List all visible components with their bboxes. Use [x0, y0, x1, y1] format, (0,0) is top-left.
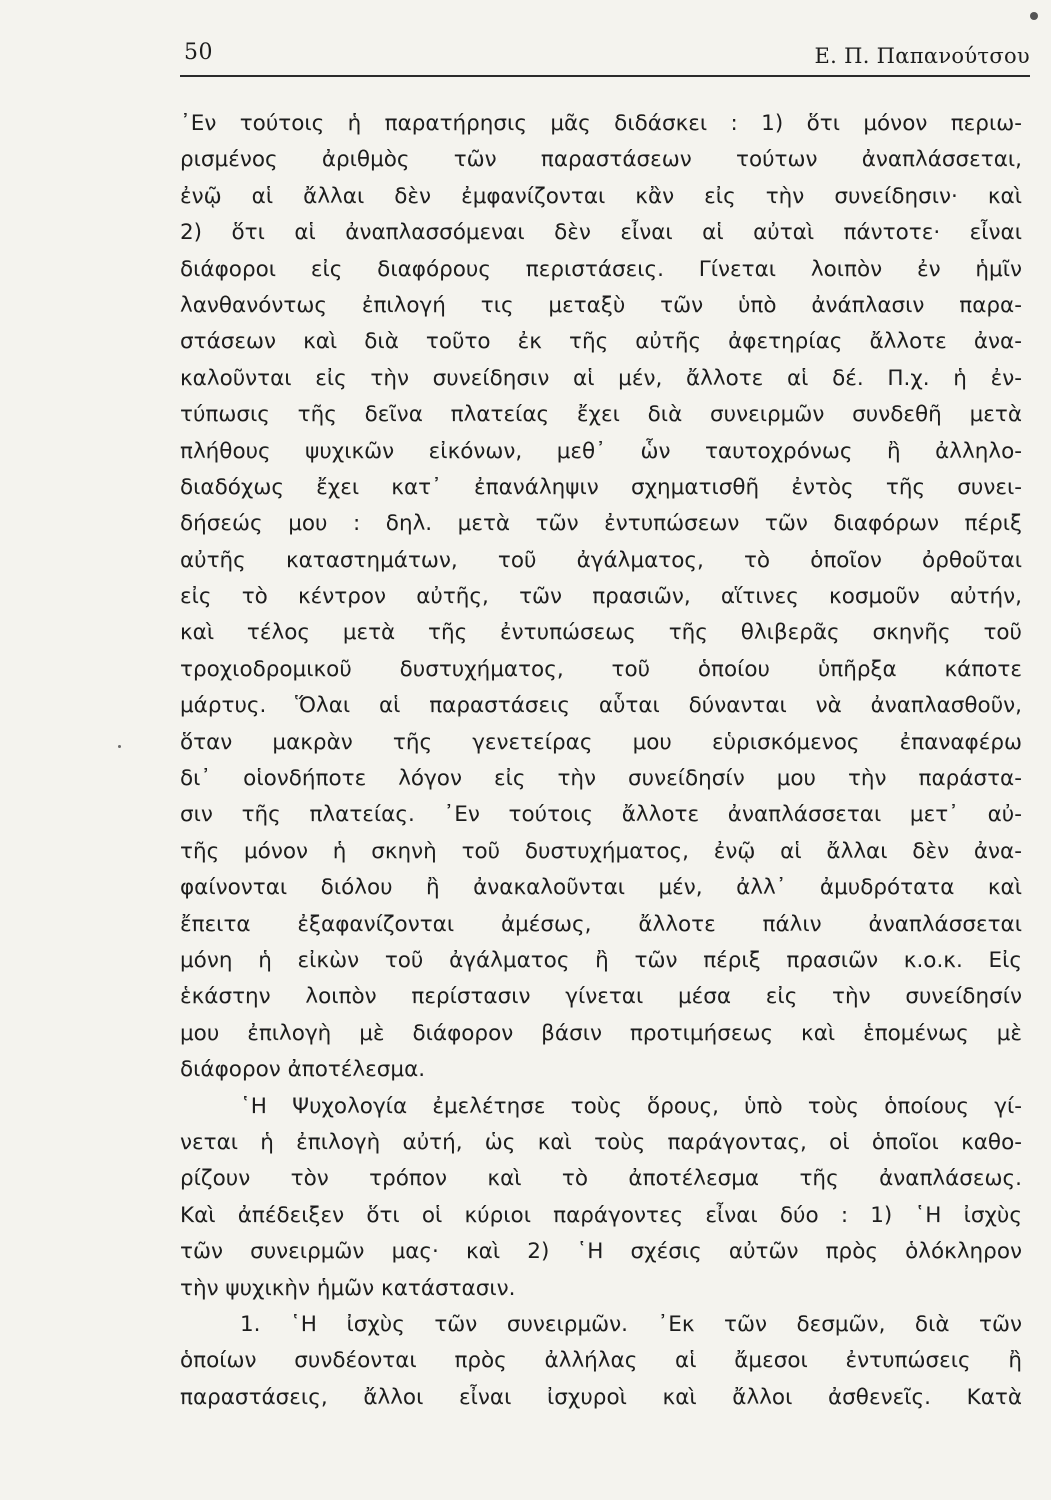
page-header	[180, 40, 1030, 80]
text-line: τῆς μόνον ἡ σκηνὴ τοῦ δυστυχήματος, ἐνῷ αἱ ἄλλαι δὲν ἀνα-	[180, 838, 1022, 864]
text-line: καλοῦνται εἰς τὴν συνείδησιν αἱ μέν, ἄλλοτε αἱ δέ. Π.χ. ἡ ἐν-	[180, 365, 1022, 391]
text-line: ρίζουν τὸν τρόπον καὶ τὸ ἀποτέλεσμα τῆς ἀναπλάσεως.	[180, 1166, 1022, 1192]
text-line: τροχιοδρομικοῦ δυστυχήματος, τοῦ ὁποίου ὑπῆρξα κάποτε	[180, 656, 1022, 682]
page-number: 50	[184, 40, 213, 65]
text-line: μου ἐπιλογὴ μὲ διάφορον βάσιν προτιμήσεως καὶ ἑπομένως μὲ	[180, 1020, 1022, 1046]
text-line: ἑκάστην λοιπὸν περίστασιν γίνεται μέσα εἰς τὴν συνείδησίν	[180, 984, 1022, 1010]
text-line: πλήθους ψυχικῶν εἰκόνων, μεθ᾿ ὧν ταυτοχρόνως ἢ ἀλληλο-	[180, 438, 1022, 464]
scan-speck	[1030, 12, 1038, 20]
body-text	[180, 106, 1022, 1416]
text-line: διάφορον ἀποτέλεσμα.	[180, 1057, 426, 1083]
text-line: ὁποίων συνδέονται πρὸς ἀλλήλας αἱ ἄμεσοι ἐντυπώσεις ἢ	[180, 1348, 1022, 1374]
text-line: ρισμένος ἀριθμὸς τῶν παραστάσεων τούτων ἀναπλάσσεται,	[180, 147, 1022, 173]
running-head-author: Ε. Π. Παπανούτσου	[814, 44, 1030, 68]
text-line: τῶν συνειρμῶν μας· καὶ 2) ῾Η σχέσις αὐτῶν πρὸς ὁλόκληρον	[180, 1239, 1022, 1265]
text-line: σιν τῆς πλατείας. ᾿Εν τούτοις ἄλλοτε ἀναπλάσσεται μετ᾿ αὐ-	[180, 802, 1022, 828]
text-line: δήσεώς μου : δηλ. μετὰ τῶν ἐντυπώσεων τῶν διαφόρων πέριξ	[180, 511, 1022, 537]
text-line: στάσεων καὶ διὰ τοῦτο ἐκ τῆς αὐτῆς ἀφετηρίας ἄλλοτε ἀνα-	[180, 329, 1022, 355]
text-line: ἔπειτα ἐξαφανίζονται ἀμέσως, ἄλλοτε πάλιν ἀναπλάσσεται	[180, 911, 1022, 937]
text-line: λανθανόντως ἐπιλογή τις μεταξὺ τῶν ὑπὸ ἀνάπλασιν παρα-	[180, 292, 1022, 318]
text-line: διαδόχως ἔχει κατ᾿ ἐπανάληψιν σχηματισθῆ ἐντὸς τῆς συνει-	[180, 474, 1022, 500]
text-line: μόνη ἡ εἰκὼν τοῦ ἀγάλματος ἢ τῶν πέριξ πρασιῶν κ.ο.κ. Εἰς	[180, 947, 1022, 973]
text-line: τύπωσις τῆς δεῖνα πλατείας ἔχει διὰ συνειρμῶν συνδεθῆ μετὰ	[180, 402, 1022, 428]
text-line: εἰς τὸ κέντρον αὐτῆς, τῶν πρασιῶν, αἵτινες κοσμοῦν αὐτήν,	[180, 584, 1022, 610]
text-line: δι᾿ οἱονδήποτε λόγον εἰς τὴν συνείδησίν μου τὴν παράστα-	[180, 766, 1022, 792]
text-line: ὅταν μακρὰν τῆς γενετείρας μου εὑρισκόμενος ἐπαναφέρω	[180, 729, 1022, 755]
text-line: διάφοροι εἰς διαφόρους περιστάσεις. Γίνεται λοιπὸν ἐν ἡμῖν	[180, 256, 1022, 282]
text-line: τὴν ψυχικὴν ἡμῶν κατάστασιν.	[180, 1275, 516, 1301]
text-line: νεται ἡ ἐπιλογὴ αὐτή, ὡς καὶ τοὺς παράγοντας, οἱ ὁποῖοι καθο-	[180, 1129, 1022, 1155]
header-rule	[180, 75, 1030, 77]
text-line: μάρτυς. Ὅλαι αἱ παραστάσεις αὗται δύνανται νὰ ἀναπλασθοῦν,	[180, 693, 1022, 719]
text-line: ῾Η Ψυχολογία ἐμελέτησε τοὺς ὅρους, ὑπὸ τοὺς ὁποίους γί-	[240, 1093, 1022, 1119]
text-line: ἐνῷ αἱ ἄλλαι δὲν ἐμφανίζονται κἂν εἰς τὴν συνείδησιν· καὶ	[180, 183, 1022, 209]
text-line: 2) ὅτι αἱ ἀναπλασσόμεναι δὲν εἶναι αἱ αὐταὶ πάντοτε· εἶναι	[180, 220, 1022, 246]
text-line: 1. ῾Η ἰσχὺς τῶν συνειρμῶν. ᾿Εκ τῶν δεσμῶν, διὰ τῶν	[240, 1311, 1022, 1337]
scan-speck	[118, 745, 121, 748]
text-line: αὐτῆς καταστημάτων, τοῦ ἀγάλματος, τὸ ὁποῖον ὀρθοῦται	[180, 547, 1022, 573]
text-line: Καὶ ἀπέδειξεν ὅτι οἱ κύριοι παράγοντες εἶναι δύο : 1) ῾Η ἰσχὺς	[180, 1202, 1022, 1228]
text-line: φαίνονται διόλου ἢ ἀνακαλοῦνται μέν, ἀλλ᾿ ἀμυδρότατα καὶ	[180, 875, 1022, 901]
text-line: καὶ τέλος μετὰ τῆς ἐντυπώσεως τῆς θλιβερᾶς σκηνῆς τοῦ	[180, 620, 1022, 646]
text-line: παραστάσεις, ἄλλοι εἶναι ἰσχυροὶ καὶ ἄλλοι ἀσθενεῖς. Κατὰ	[180, 1384, 1022, 1410]
text-line: ᾿Εν τούτοις ἡ παρατήρησις μᾶς διδάσκει : 1) ὅτι μόνον περιω-	[180, 111, 1022, 136]
